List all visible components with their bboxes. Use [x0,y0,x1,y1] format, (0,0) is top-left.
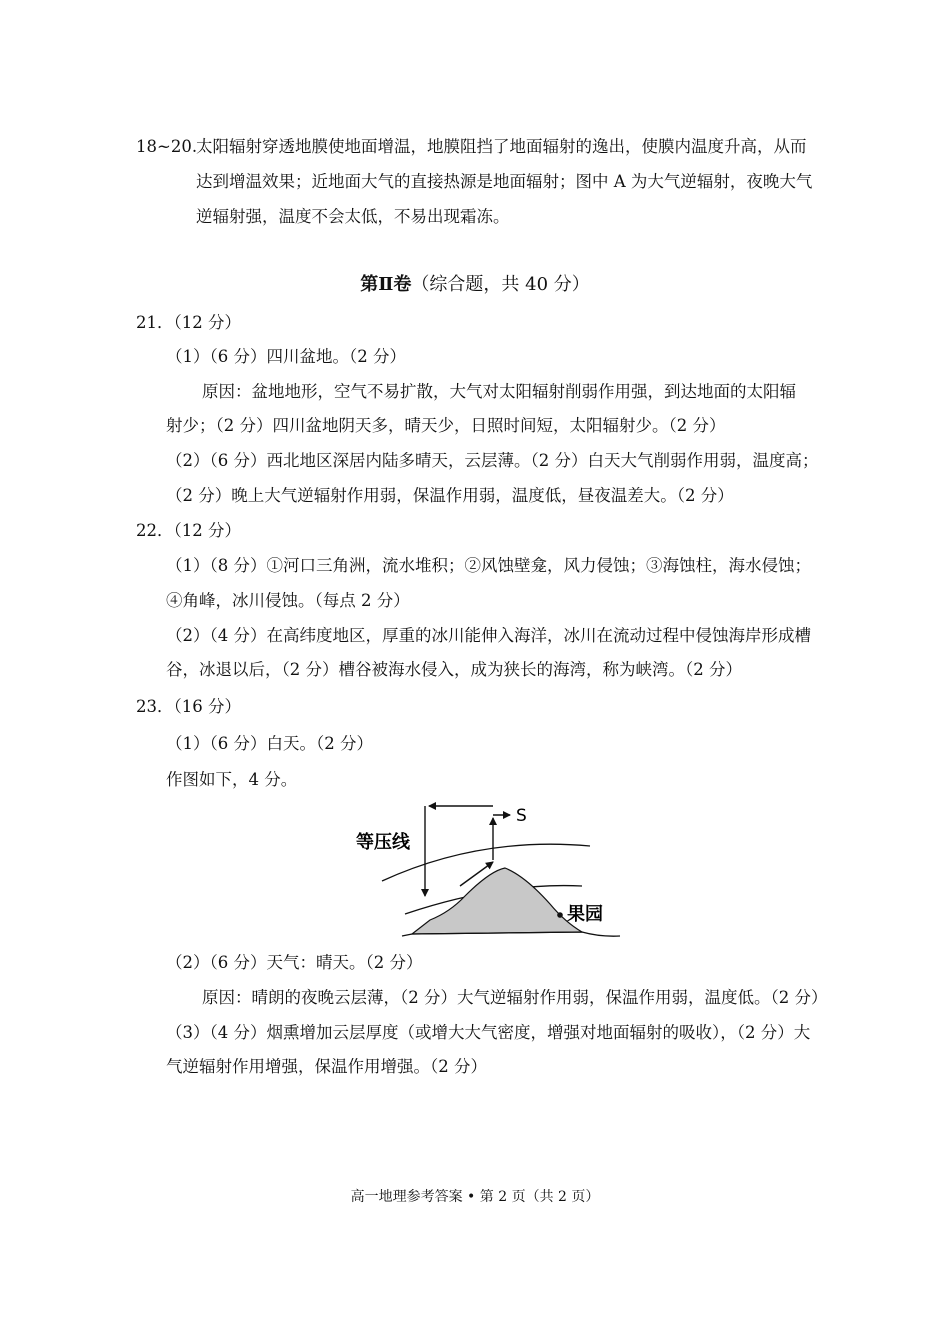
q21-line-5: （2 分）晚上大气逆辐射作用弱，保温作用弱，温度低，昼夜温差大。（2 分） [166,486,734,505]
q22-line-4: 谷，冰退以后，（2 分）槽谷被海水侵入，成为狭长的海湾，称为峡湾。（2 分） [166,660,742,679]
q21-line-1: （1）（6 分）四川盆地。（2 分） [166,347,406,366]
mountain [412,868,582,934]
orchard-point [557,912,563,918]
answer-18-20-number: 18~20. [136,137,198,156]
q22-line-3: （2）（4 分）在高纬度地区，厚重的冰川能伸入海洋，冰川在流动过程中侵蚀海岸形成槽 [166,626,811,645]
section-title [0,274,950,296]
isobar-diagram [350,796,630,944]
q21-line-3: 射少；（2 分）四川盆地阴天多，晴天少，日照时间短，太阳辐射少。（2 分） [166,416,726,435]
q21-line-2: 原因：盆地地形，空气不易扩散，大气对太阳辐射削弱作用强，到达地面的太阳辐 [202,382,796,401]
q21-head: 21．（12 分） [136,313,241,332]
q23-line-5: （3）（4 分）烟熏增加云层厚度（或增大大气密度，增强对地面辐射的吸收），（2 分）大 [166,1023,811,1042]
answer-18-20-line-2: 达到增温效果；近地面大气的直接热源是地面辐射；图中 A 为大气逆辐射，夜晚大气 [196,172,813,191]
page-footer: 高一地理参考答案 • 第 2 页（共 2 页） [350,1189,600,1205]
q23-line-6: 气逆辐射作用增强，保温作用增强。（2 分） [166,1057,487,1076]
q23-head: 23．（16 分） [136,697,241,716]
orchard-label: 果园 [567,904,603,925]
answer-18-20-line-3: 逆辐射强，温度不会太低，不易出现霜冻。 [196,207,510,226]
q22-line-1: （1）（8 分）①河口三角洲，流水堆积；②风蚀壁龛，风力侵蚀；③海蚀柱，海水侵蚀； [166,556,811,575]
isobar-label: 等压线 [356,832,410,853]
q22-line-2: ④角峰，冰川侵蚀。（每点 2 分） [166,591,410,610]
section-title-bold: 第Ⅱ卷 [360,274,412,295]
section-title-rest: （综合题，共 40 分） [411,274,590,295]
q23-line-1: （1）（6 分）白天。（2 分） [166,734,373,753]
isobar-upper [382,844,590,881]
q21-line-4: （2）（6 分）西北地区深居内陆多晴天，云层薄。（2 分）白天大气削弱作用弱，温度高； [166,451,819,470]
q23-line-3: （2）（6 分）天气：晴天。（2 分） [166,953,423,972]
answer-18-20-line-1: 太阳辐射穿透地膜使地面增温，地膜阻挡了地面辐射的逸出，使膜内温度升高，从而 [196,137,807,156]
q23-line-2: 作图如下，4 分。 [166,770,298,789]
direction-label-s: S [516,806,527,826]
q22-head: 22．（12 分） [136,521,241,540]
q23-line-4: 原因：晴朗的夜晚云层薄，（2 分）大气逆辐射作用弱，保温作用弱，温度低。（2 分） [202,988,828,1007]
